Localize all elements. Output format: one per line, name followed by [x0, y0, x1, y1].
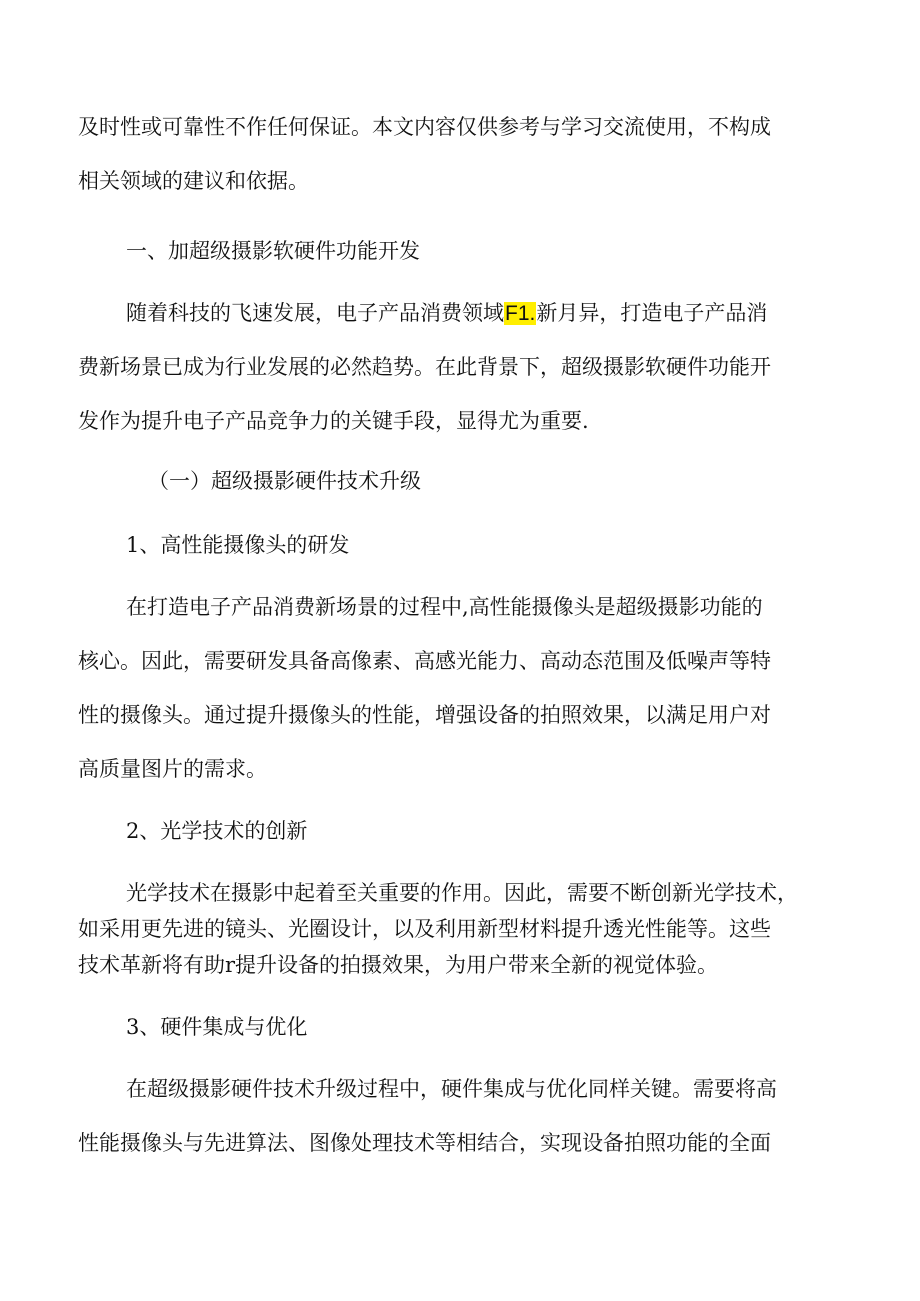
intro-line-2: 相关领域的建议和依据。: [78, 169, 309, 193]
paragraph-line: 性能摄像头与先进算法、图像处理技术等相结合，实现设备拍照功能的全面: [78, 1131, 771, 1155]
paragraph-line: 高质量图片的需求。: [78, 757, 267, 781]
subsection-heading: （一）超级摄影硬件技术升级: [148, 469, 421, 493]
section-heading: 一、加超级摄影软硬件功能开发: [126, 239, 420, 263]
paragraph-line: 光学技术在摄影中起着至关重要的作用。因此，需要不断创新光学技术，: [126, 881, 798, 905]
highlighted-text: F1.: [505, 302, 536, 325]
intro-line-1: 及时性或可靠性不作任何保证。本文内容仅供参考与学习交流使用，不构成: [78, 115, 771, 139]
paragraph-line: [126, 298, 767, 329]
item-heading: 3、硬件集成与优化: [126, 1015, 308, 1039]
paragraph-text: 新月异，打造电子产品消: [536, 301, 768, 325]
paragraph-line: 技术革新将有助r提升设备的拍摄效果，为用户带来全新的视觉体验。: [78, 953, 719, 977]
item-heading: 2、光学技术的创新: [126, 819, 308, 843]
paragraph-line: 核心。因此，需要研发具备高像素、高感光能力、高动态范围及低噪声等特: [78, 649, 771, 673]
paragraph-line: 性的摄像头。通过提升摄像头的性能，增强设备的拍照效果，以满足用户对: [78, 703, 771, 727]
paragraph-text: 随着科技的飞速发展，电子产品消费领域: [126, 301, 504, 325]
paragraph-line: 在打造电子产品消费新场景的过程中,高性能摄像头是超级摄影功能的: [126, 595, 763, 619]
paragraph-line: 费新场景已成为行业发展的必然趋势。在此背景下，超级摄影软硬件功能开: [78, 355, 771, 379]
paragraph-line: 发作为提升电子产品竞争力的关键手段，显得尤为重要.: [78, 409, 589, 433]
item-heading: 1、高性能摄像头的研发: [126, 533, 350, 557]
paragraph-line: 如采用更先进的镜头、光圈设计，以及利用新型材料提升透光性能等。这些: [78, 917, 771, 941]
paragraph-line: 在超级摄影硬件技术升级过程中，硬件集成与优化同样关键。需要将高: [126, 1077, 777, 1101]
